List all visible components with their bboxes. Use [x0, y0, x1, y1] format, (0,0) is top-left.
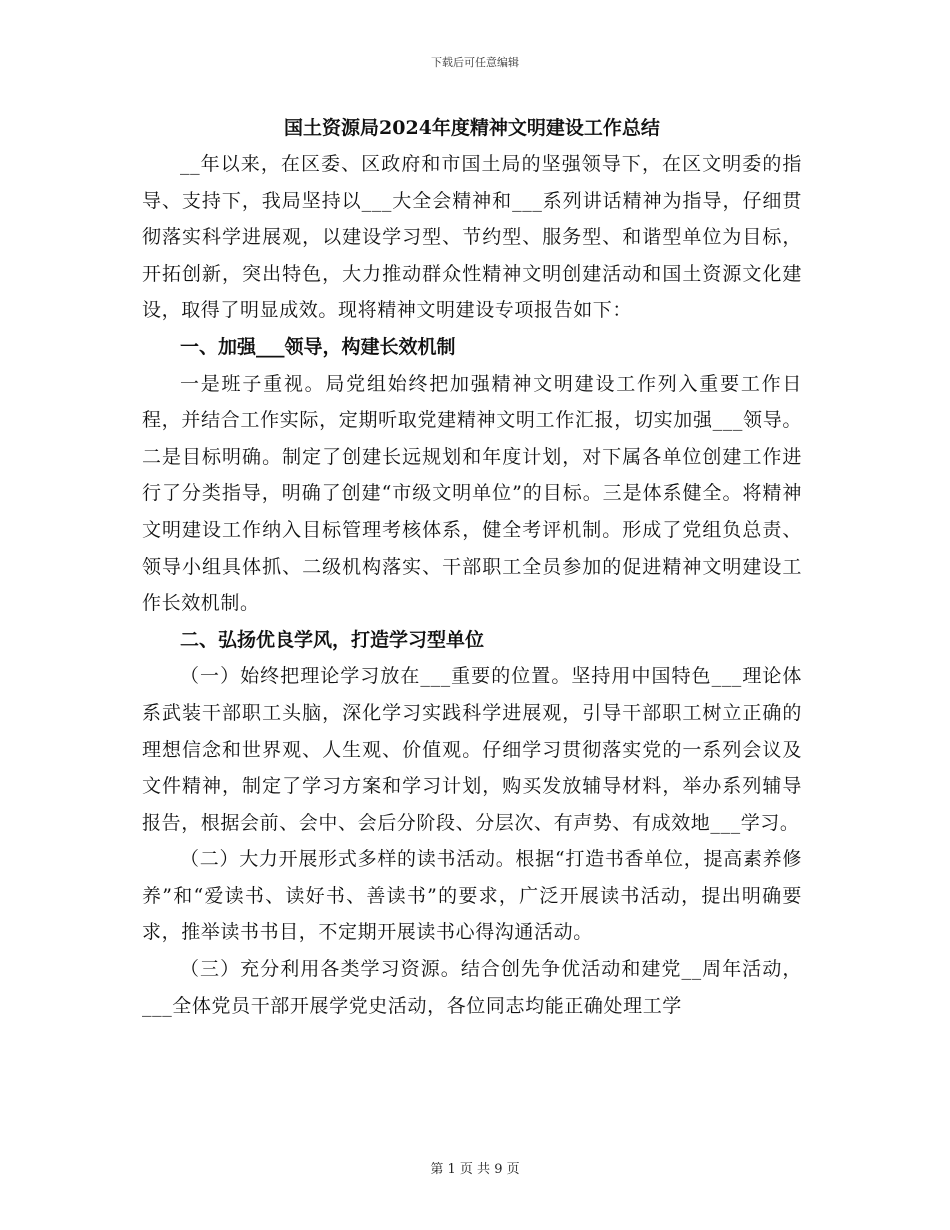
section-2-paragraph-2: （二）大力开展形式多样的读书活动。根据“打造书香单位，提高素养修养”和“爱读书、读好书、善读书”的要求，广泛开展读书活动，提出明确要求，推举读书书目，不定期开展读书心得沟通活动。 [142, 848, 802, 944]
section-1-paragraph: 一是班子重视。局党组始终把加强精神文明建设工作列入重要工作日程，并结合工作实际，定期听取党建精神文明工作汇报，切实加强___领导。二是目标明确。制定了创建长远规划和年度计划，对下属各单位创建工作进行了分类指导，明确了创建“市级文明单位”的目标。三是体系健全。将精神文明建设工作纳入目标管理考核体系，健全考评机制。形成了党组负总责、领导小组具体抓、二级机构落实、干部职工全员参加的促进精神文明建设工作长效机制。 [142, 372, 802, 615]
page-footer: 第 1 页 共 9 页 [430, 1162, 520, 1177]
intro-paragraph: __年以来，在区委、区政府和市国土局的坚强领导下，在区文明委的指导、支持下，我局坚持以___大全会精神和___系列讲话精神为指导，仔细贯彻落实科学进展观，以建设学习型、节约型、服务型、和谐型单位为目标，开拓创新，突出特色，大力推动群众性精神文明创建活动和国土资源文化建设，取得了明显成效。现将精神文明建设专项报告如下： [142, 153, 802, 322]
document-title: 国土资源局2024年度精神文明建设工作总结 [284, 117, 660, 139]
section-2-paragraph-3: （三）充分利用各类学习资源。结合创先争优活动和建党__周年活动，___全体党员干部开展学党史活动，各位同志均能正确处理工学 [142, 958, 802, 1017]
document-body [142, 110, 802, 1024]
section-1-heading: 一、加强___领导，构建长效机制 [180, 335, 456, 358]
section-2-heading: 二、弘扬优良学风，打造学习型单位 [180, 628, 485, 651]
section-2-paragraph-1: （一）始终把理论学习放在___重要的位置。坚持用中国特色___理论体系武装干部职工头脑，深化学习实践科学进展观，引导干部职工树立正确的理想信念和世界观、人生观、价值观。仔细学习贯彻落实党的一系列会议及文件精神，制定了学习方案和学习计划，购买发放辅导材料，举办系列辅导报告，根据会前、会中、会后分阶段、分层次、有声势、有成效地___学习。 [142, 665, 802, 834]
header-note: 下载后可任意编辑 [431, 56, 519, 69]
